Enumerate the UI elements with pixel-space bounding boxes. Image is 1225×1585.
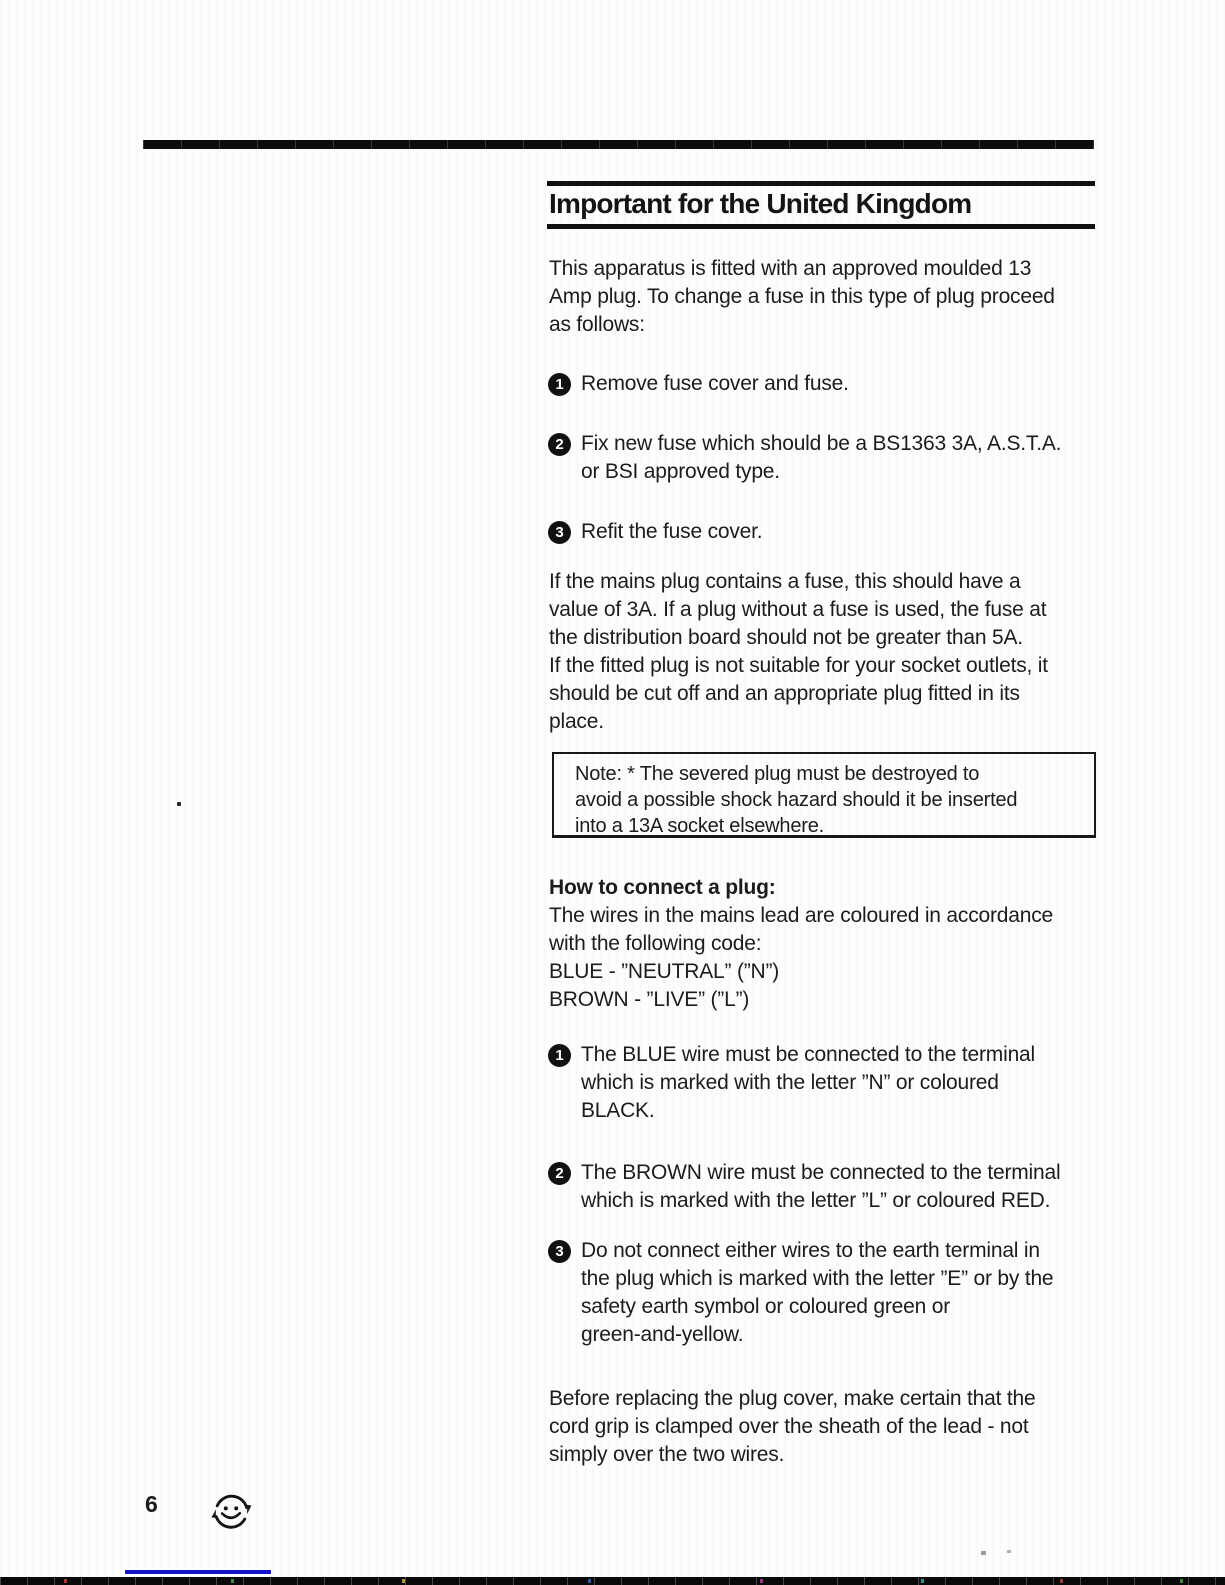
- top-scan-rule: [143, 140, 1094, 149]
- text-line: Remove fuse cover and fuse.: [581, 372, 849, 395]
- text-line: BROWN - ”LIVE” (”L”): [549, 988, 750, 1011]
- step-2-badge-icon: 2: [548, 433, 571, 456]
- page-title: Important for the United Kingdom: [549, 188, 972, 219]
- step-text: [581, 1159, 1060, 1215]
- text-line: BLACK.: [581, 1099, 655, 1122]
- text-line: This apparatus is fitted with an approved moulded 13: [549, 257, 1032, 280]
- title-rule-bottom: [547, 224, 1095, 229]
- step-3-badge-icon: 3: [548, 1240, 571, 1263]
- scan-speck: [1007, 1550, 1011, 1553]
- text-line: place.: [549, 710, 604, 733]
- footer-blue-line: [125, 1570, 271, 1574]
- scan-speck: [177, 802, 181, 806]
- step-text: [581, 430, 1061, 486]
- fuse-step-2: [548, 430, 1061, 486]
- text-line: simply over the two wires.: [549, 1443, 785, 1466]
- text-line: the distribution board should not be greater than 5A.: [549, 626, 1023, 649]
- text-line: Do not connect either wires to the earth terminal in: [581, 1239, 1040, 1262]
- text-line: avoid a possible shock hazard should it be inserted: [575, 789, 1018, 811]
- text-line: the plug which is marked with the letter ”E” or by the: [581, 1267, 1054, 1290]
- bottom-scan-edge: [0, 1577, 1225, 1585]
- scan-speck: [64, 1579, 67, 1583]
- recycle-smiley-icon: [206, 1487, 256, 1537]
- step-1-badge-icon: 1: [548, 373, 571, 396]
- text-line: Amp plug. To change a fuse in this type of plug proceed: [549, 285, 1055, 308]
- step-text: [581, 1041, 1035, 1125]
- text-line: Fix new fuse which should be a BS1363 3A, A.S.T.A.: [581, 432, 1062, 455]
- text-line: Note: * The severed plug must be destroyed to: [575, 763, 980, 785]
- text-line: Refit the fuse cover.: [581, 520, 763, 543]
- step-text: [581, 1237, 1053, 1349]
- text-line: or BSI approved type.: [581, 460, 780, 483]
- text-line: value of 3A. If a plug without a fuse is used, the fuse at: [549, 598, 1047, 621]
- text-line: with the following code:: [549, 932, 762, 955]
- step-2-badge-icon: 2: [548, 1162, 571, 1185]
- scan-speck: [921, 1579, 924, 1583]
- text-line: safety earth symbol or coloured green or: [581, 1295, 951, 1318]
- section-heading: How to connect a plug:: [549, 876, 776, 899]
- text-line: green-and-yellow.: [581, 1323, 744, 1346]
- title-rule-top: [547, 181, 1095, 186]
- text-line: which is marked with the letter ”L” or coloured RED.: [581, 1189, 1051, 1212]
- mains-plug-paragraph: [549, 568, 1048, 736]
- scan-speck: [402, 1579, 405, 1583]
- text-line: should be cut off and an appropriate plug fitted in its: [549, 682, 1020, 705]
- wire-step-3: [548, 1237, 1053, 1349]
- text-line: If the fitted plug is not suitable for your socket outlets, it: [549, 654, 1048, 677]
- text-line: as follows:: [549, 313, 645, 336]
- fuse-step-1: [548, 370, 849, 398]
- step-text: [581, 370, 849, 398]
- intro-paragraph: [549, 255, 1055, 339]
- text-line: The wires in the mains lead are coloured in accordance: [549, 904, 1053, 927]
- text-line: which is marked with the letter ”N” or coloured: [581, 1071, 999, 1094]
- scan-speck: [588, 1579, 591, 1583]
- scan-speck: [231, 1579, 234, 1583]
- text-line: The BROWN wire must be connected to the terminal: [581, 1161, 1061, 1184]
- wire-step-2: [548, 1159, 1060, 1215]
- wire-step-1: [548, 1041, 1035, 1125]
- text-line: If the mains plug contains a fuse, this should have a: [549, 570, 1021, 593]
- note-box: [552, 752, 1096, 838]
- text-line: Before replacing the plug cover, make certain that the: [549, 1387, 1036, 1410]
- text-line: BLUE - ”NEUTRAL” (”N”): [549, 960, 780, 983]
- scan-speck: [1180, 1579, 1183, 1583]
- text-line: cord grip is clamped over the sheath of the lead - not: [549, 1415, 1029, 1438]
- scan-speck: [981, 1551, 986, 1555]
- step-text: [581, 518, 762, 546]
- scan-speck: [1060, 1579, 1063, 1583]
- how-to-connect-section: [549, 874, 1053, 1014]
- closing-paragraph: [549, 1385, 1036, 1469]
- text-line: into a 13A socket elsewhere.: [575, 815, 824, 837]
- fuse-step-3: [548, 518, 762, 546]
- step-1-badge-icon: 1: [548, 1044, 571, 1067]
- page-number: 6: [145, 1491, 158, 1517]
- scan-speck: [760, 1579, 763, 1583]
- text-line: The BLUE wire must be connected to the terminal: [581, 1043, 1035, 1066]
- step-3-badge-icon: 3: [548, 521, 571, 544]
